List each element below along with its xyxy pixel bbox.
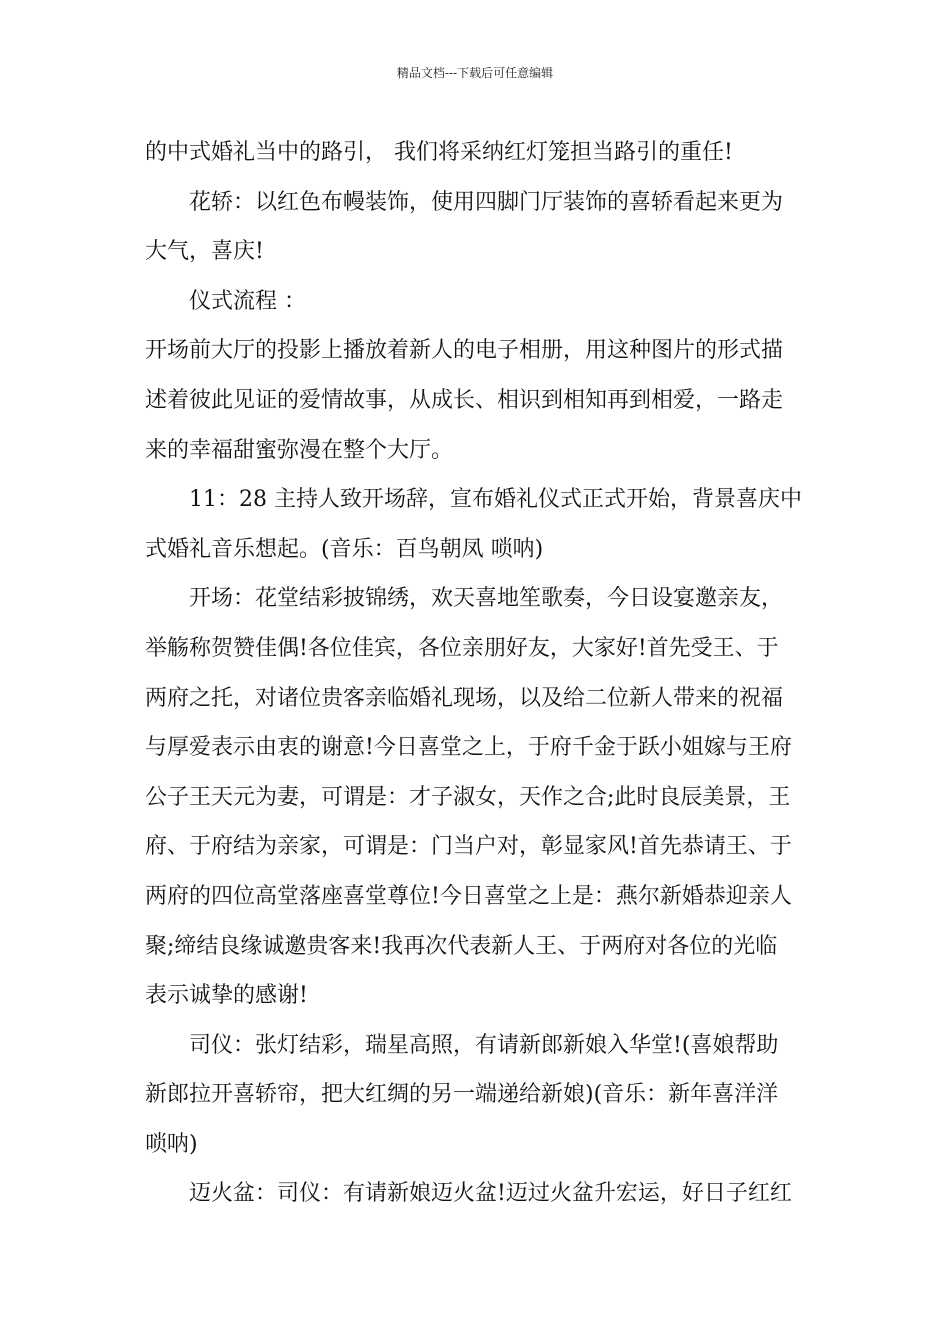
text-line: 开场前大厅的投影上播放着新人的电子相册，用这种图片的形式描 <box>145 338 784 364</box>
text-line: 表示诚挚的感谢! <box>145 983 308 1009</box>
page-header: 精品文档---下载后可任意编辑 <box>396 66 554 80</box>
text-line: 开场：花堂结彩披锦绣，欢天喜地笙歌奏，今日设宴邀亲友， <box>189 586 784 612</box>
text-line: 新郎拉开喜轿帘，把大红绸的另一端递给新娘)(音乐：新年喜洋洋 <box>145 1082 779 1108</box>
text-line: 司仪：张灯结彩，瑞星高照，有请新郎新娘入华堂!(喜娘帮助 <box>189 1032 779 1058</box>
text-line: 花轿：以红色布幔装饰，使用四脚门厅装饰的喜轿看起来更为 <box>189 189 784 215</box>
text-line: 来的幸福甜蜜弥漫在整个大厅。 <box>145 437 454 463</box>
text-line: 述着彼此见证的爱情故事，从成长、相识到相知再到相爱，一路走 <box>145 387 784 413</box>
text-line: 唢呐) <box>145 1131 198 1157</box>
text-line: 11：28 主持人致开场辞，宣布婚礼仪式正式开始，背景喜庆中 <box>189 487 802 513</box>
text-line: 大气，喜庆! <box>145 239 264 265</box>
text-line: 与厚爱表示由衷的谢意!今日喜堂之上，于府千金于跃小姐嫁与王府 <box>145 735 792 761</box>
section-heading: 仪式流程 ： <box>189 288 306 314</box>
text-line: 的中式婚礼当中的路引， 我们将采纳红灯笼担当路引的重任! <box>145 140 733 165</box>
document-body <box>145 128 810 1219</box>
text-line: 式婚礼音乐想起。(音乐：百鸟朝凤 唢呐) <box>145 536 544 562</box>
text-line: 府、于府结为亲家，可谓是：门当户对，彰显家风!首先恭请王、于 <box>145 834 792 860</box>
text-line: 举觞称贺赞佳偶!各位佳宾，各位亲朋好友，大家好!首先受王、于 <box>145 635 779 661</box>
text-line: 两府之托，对诸位贵客亲临婚礼现场，以及给二位新人带来的祝福 <box>145 685 784 711</box>
text-line: 公子王天元为妻，可谓是：才子淑女，天作之合;此时良辰美景，王 <box>145 784 791 810</box>
text-line: 两府的四位高堂落座喜堂尊位!今日喜堂之上是：燕尔新婚恭迎亲人 <box>145 883 792 909</box>
text-line: 聚;缔结良缘诚邀贵客来!我再次代表新人王、于两府对各位的光临 <box>145 933 778 959</box>
text-line: 迈火盆：司仪：有请新娘迈火盆!迈过火盆升宏运，好日子红红 <box>189 1181 792 1207</box>
